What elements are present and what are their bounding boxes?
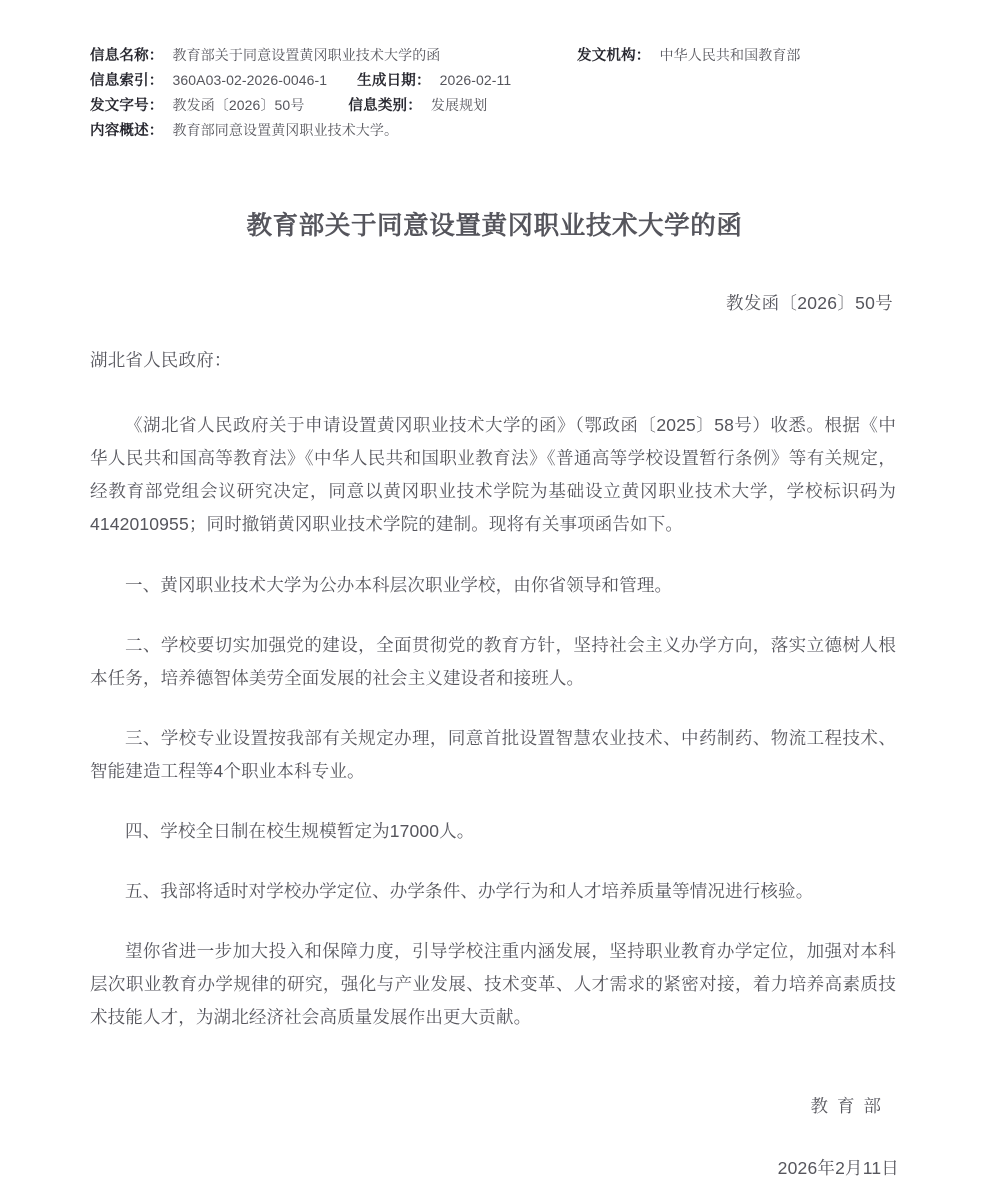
- metadata-row-index: [90, 69, 910, 94]
- document-number: 教发函〔2026〕50号: [726, 293, 893, 313]
- document-title: 教育部关于同意设置黄冈职业技术大学的函: [246, 212, 743, 240]
- metadata-row-docnumber: [90, 94, 910, 119]
- metadata-label-summary: 内容概述：: [90, 123, 164, 139]
- metadata-label-issuer: 发文机构：: [577, 48, 651, 64]
- paragraph-preamble: 《湖北省人民政府关于申请设置黄冈职业技术大学的函》（鄂政函〔2025〕58号）收悉。根据《中华人民共和国高等教育法》《中华人民共和国职业教育法》《普通高等学校设置暂行条例》等有关规定，经教育部党组会议研究决定，同意以黄冈职业技术学院为基础设立黄冈职业技术大学，学校标识码为4142010955；同时撤销黄冈职业技术学院的建制。现将有关事项函告如下。: [90, 414, 896, 534]
- metadata-value-docnumber: 教发函〔2026〕50号: [172, 97, 305, 113]
- metadata-label-created: 生成日期：: [357, 73, 431, 89]
- document-body: [90, 352, 896, 1062]
- metadata-label-category: 信息类别：: [348, 98, 422, 114]
- paragraph-item-5: 五、我部将适时对学校办学定位、办学条件、办学行为和人才培养质量等情况进行核验。: [125, 880, 814, 901]
- metadata-label-name: 信息名称：: [90, 48, 164, 64]
- metadata-value-issuer: 中华人民共和国教育部: [659, 47, 801, 63]
- metadata-row-issuer: [577, 44, 801, 69]
- paragraph-item-3: 三、学校专业设置按我部有关规定办理，同意首批设置智慧农业技术、中药制药、物流工程技术、智能建造工程等4个职业本科专业。: [90, 727, 896, 781]
- metadata-label-docnumber: 发文字号：: [90, 98, 164, 114]
- paragraph-item-2: 二、学校要切实加强党的建设，全面贯彻党的教育方针，坚持社会主义办学方向，落实立德树人根本任务，培养德智体美劳全面发展的社会主义建设者和接班人。: [90, 634, 896, 688]
- metadata-row-summary: [90, 119, 910, 144]
- paragraph-item-4: 四、学校全日制在校生规模暂定为17000人。: [125, 820, 475, 841]
- document-metadata: [90, 44, 910, 144]
- metadata-label-index: 信息索引：: [90, 73, 164, 89]
- metadata-value-summary: 教育部同意设置黄冈职业技术大学。: [172, 122, 399, 138]
- metadata-value-created: 2026-02-11: [439, 72, 512, 88]
- signature-organization: 教育部: [810, 1096, 890, 1116]
- metadata-value-category: 发展规划: [430, 97, 488, 113]
- paragraph-item-1: 一、黄冈职业技术大学为公办本科层次职业学校，由你省领导和管理。: [125, 574, 673, 595]
- metadata-value-index: 360A03-02-2026-0046-1: [172, 72, 328, 88]
- metadata-value-name: 教育部关于同意设置黄冈职业技术大学的函: [172, 47, 441, 63]
- signature-date: 2026年2月11日: [777, 1158, 899, 1178]
- salutation: 湖北省人民政府：: [90, 350, 232, 370]
- paragraph-closing: 望你省进一步加大投入和保障力度，引导学校注重内涵发展，坚持职业教育办学定位，加强对本科层次职业教育办学规律的研究，强化与产业发展、技术变革、人才需求的紧密对接，着力培养高素质技术技能人才，为湖北经济社会高质量发展作出更大贡献。: [90, 940, 896, 1027]
